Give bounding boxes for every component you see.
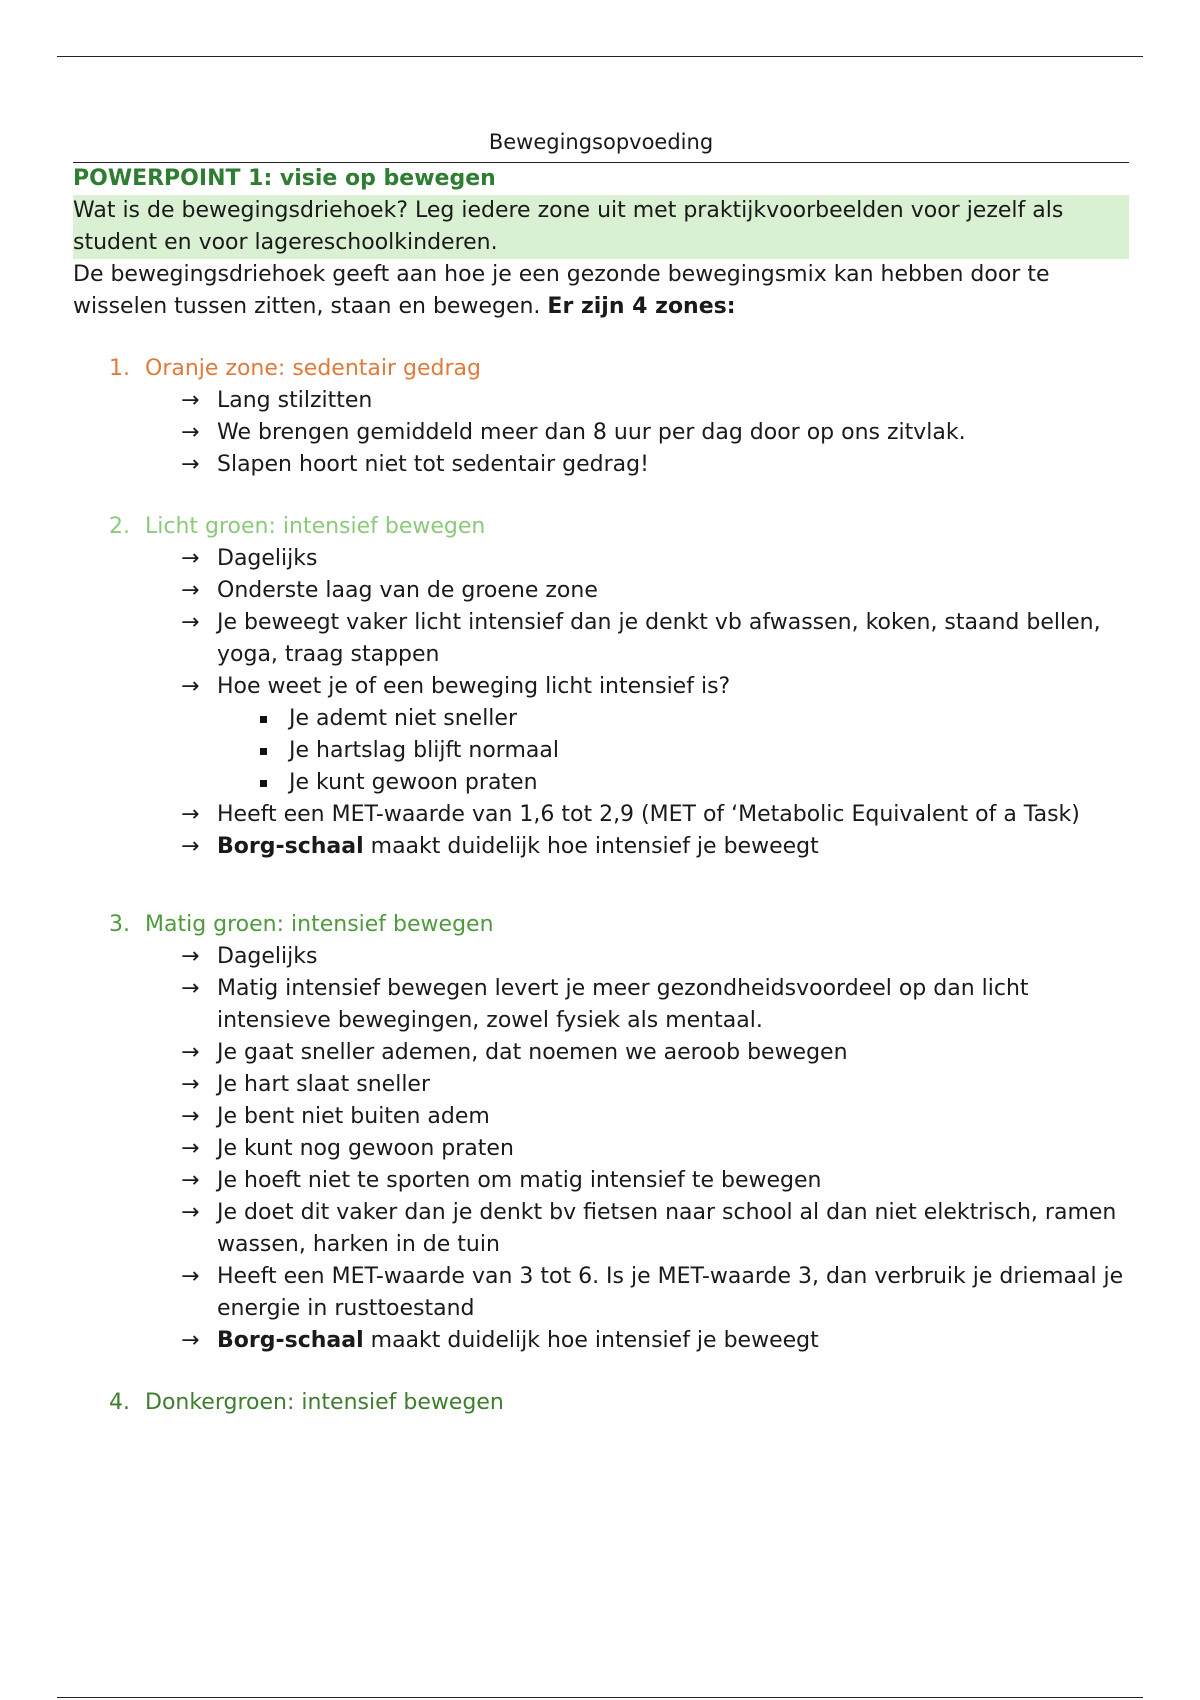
zone-label: Matig groen: intensief bewegen (145, 912, 494, 937)
arrow-icon: → (181, 976, 200, 1001)
zone-number: 2. (109, 514, 130, 539)
zone-title (109, 1387, 1129, 1419)
list-item: → Hoe weet je of een beweging licht intensief is? Je ademt niet sneller Je hartslag blijft normaal Je kunt gewoon praten (181, 671, 1129, 799)
list-item: → Onderste laag van de groene zone (181, 575, 1129, 607)
intro-bold: Er zijn 4 zones: (547, 294, 736, 319)
arrow-icon: → (181, 674, 200, 699)
zone-2 (73, 511, 1129, 863)
arrow-icon: → (181, 1168, 200, 1193)
intro-paragraph (73, 259, 1129, 323)
header-rule (57, 56, 1143, 57)
zone-title (109, 353, 1129, 385)
zone-number: 1. (109, 356, 130, 381)
zone-title (109, 511, 1129, 543)
document-title: Bewegingsopvoeding (73, 126, 1129, 163)
list-item: → Je kunt nog gewoon praten (181, 1133, 1129, 1165)
arrow-icon: → (181, 452, 200, 477)
borg-schaal-term: Borg-schaal (217, 834, 364, 859)
square-bullet-icon (260, 716, 267, 723)
square-bullet-icon (260, 748, 267, 755)
zone-4 (73, 1387, 1129, 1419)
sub-list-item: Je hartslag blijft normaal (253, 735, 1129, 767)
list-item: → We brengen gemiddeld meer dan 8 uur per dag door op ons zitvlak. (181, 417, 1129, 449)
sub-list-item: Je ademt niet sneller (253, 703, 1129, 735)
arrow-icon: → (181, 1264, 200, 1289)
arrow-icon: → (181, 578, 200, 603)
list-item: → Borg-schaal maakt duidelijk hoe intensief je beweegt (181, 831, 1129, 863)
arrow-icon: → (181, 1136, 200, 1161)
list-item: → Heeft een MET-waarde van 3 tot 6. Is je MET-waarde 3, dan verbruik je driemaal je energie in rusttoestand (181, 1261, 1129, 1325)
zone-number: 4. (109, 1390, 130, 1415)
arrow-icon: → (181, 1328, 200, 1353)
arrow-icon: → (181, 1040, 200, 1065)
sub-list (217, 703, 1129, 799)
arrow-icon: → (181, 1072, 200, 1097)
arrow-icon: → (181, 388, 200, 413)
arrow-icon: → (181, 802, 200, 827)
list-item: → Je gaat sneller ademen, dat noemen we aeroob bewegen (181, 1037, 1129, 1069)
list-item: → Dagelijks (181, 543, 1129, 575)
list-item: → Heeft een MET-waarde van 1,6 tot 2,9 (MET of ‘Metabolic Equivalent of a Task) (181, 799, 1129, 831)
arrow-icon: → (181, 546, 200, 571)
arrow-icon: → (181, 1200, 200, 1225)
list-item: → Lang stilzitten (181, 385, 1129, 417)
arrow-icon: → (181, 420, 200, 445)
intro-text: De bewegingsdriehoek geeft aan hoe je een gezonde bewegingsmix kan hebben door te wisselen tussen zitten, staan en bewegen. (73, 262, 1050, 319)
zone-3 (73, 909, 1129, 1357)
highlighted-question: Wat is de bewegingsdriehoek? Leg iedere zone uit met praktijkvoorbeelden voor jezelf als student en voor lagereschoolkinderen. (73, 195, 1129, 259)
list-item: → Dagelijks (181, 941, 1129, 973)
arrow-icon: → (181, 1104, 200, 1129)
document-body (73, 126, 1129, 1419)
list-item: → Je bent niet buiten adem (181, 1101, 1129, 1133)
square-bullet-icon (260, 780, 267, 787)
zone-items (73, 941, 1129, 1357)
zone-items (73, 543, 1129, 863)
arrow-icon: → (181, 834, 200, 859)
list-item: → Je beweegt vaker licht intensief dan je denkt vb afwassen, koken, staand bellen, yoga, traag stappen (181, 607, 1129, 671)
list-item: → Matig intensief bewegen levert je meer gezondheidsvoordeel op dan licht intensieve bewegingen, zowel fysiek als mentaal. (181, 973, 1129, 1037)
list-item: → Slapen hoort niet tot sedentair gedrag! (181, 449, 1129, 481)
zone-items (73, 385, 1129, 481)
spacer (73, 863, 1129, 909)
zone-number: 3. (109, 912, 130, 937)
footer-rule (57, 1697, 1143, 1698)
zone-label: Licht groen: intensief bewegen (145, 514, 486, 539)
zone-1 (73, 353, 1129, 481)
list-item: → Je hoeft niet te sporten om matig intensief te bewegen (181, 1165, 1129, 1197)
sub-list-item: Je kunt gewoon praten (253, 767, 1129, 799)
list-item: → Je doet dit vaker dan je denkt bv fietsen naar school al dan niet elektrisch, ramen wassen, harken in de tuin (181, 1197, 1129, 1261)
borg-schaal-term: Borg-schaal (217, 1328, 364, 1353)
section-heading: POWERPOINT 1: visie op bewegen (73, 166, 496, 191)
arrow-icon: → (181, 944, 200, 969)
arrow-icon: → (181, 610, 200, 635)
zone-title (109, 909, 1129, 941)
zone-label: Donkergroen: intensief bewegen (145, 1390, 504, 1415)
zone-label: Oranje zone: sedentair gedrag (145, 356, 481, 381)
list-item: → Borg-schaal maakt duidelijk hoe intensief je beweegt (181, 1325, 1129, 1357)
list-item: → Je hart slaat sneller (181, 1069, 1129, 1101)
